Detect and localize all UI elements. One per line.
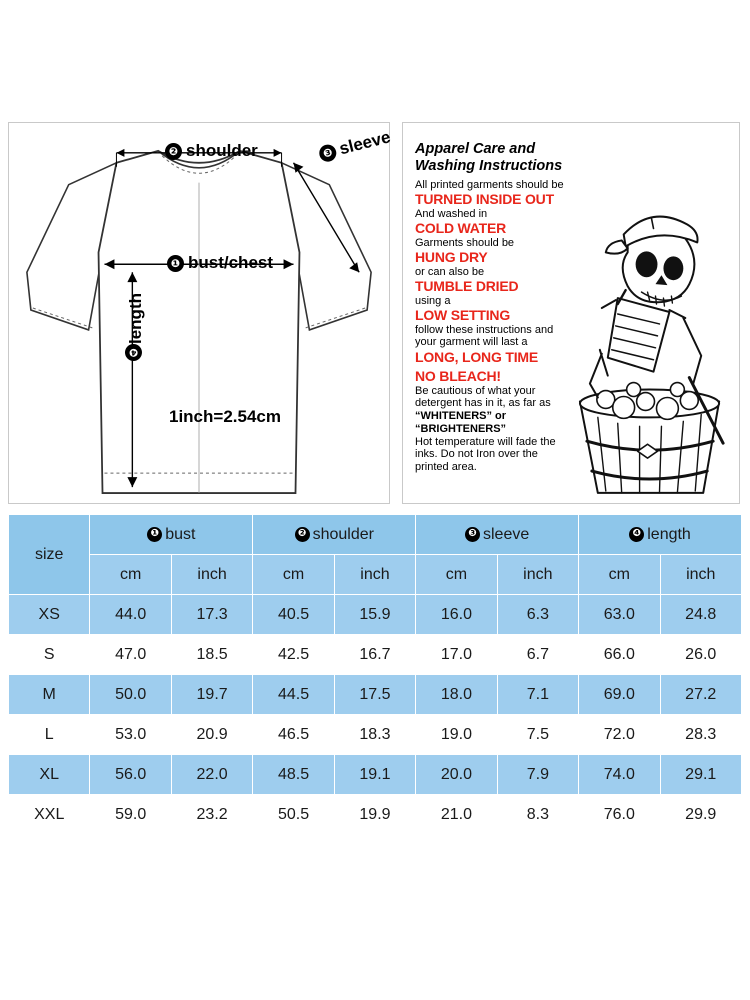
care-line: inks. Do not Iron over the [415,448,538,461]
table-body [9,595,742,835]
cell-value: 19.7 [171,675,252,715]
table-row [9,675,742,715]
cell-value: 6.7 [497,635,578,675]
table-row [9,595,742,635]
diagram-area [8,122,742,510]
cell-value: 28.3 [660,715,742,755]
cell-value: 18.0 [416,675,497,715]
cell-value: 26.0 [660,635,742,675]
unit-conversion-note: 1inch=2.54cm [169,407,281,426]
marker-one-icon: ❶ [167,255,184,272]
cell-value: 16.0 [416,595,497,635]
care-title-line2: Washing Instructions [415,157,563,174]
cell-value: 69.0 [579,675,660,715]
cell-size: XS [9,595,90,635]
cell-value: 19.0 [416,715,497,755]
marker-two-icon: ❷ [295,527,310,542]
cell-value: 21.0 [416,795,497,835]
care-line: All printed garments should be [415,178,564,191]
cell-value: 7.9 [497,755,578,795]
care-line: LONG, LONG TIME [415,349,538,366]
cell-value: 17.5 [334,675,415,715]
table-row [9,795,742,835]
cell-value: 22.0 [171,755,252,795]
label-shoulder [165,141,258,161]
marker-four-icon: ❹ [127,346,140,359]
header-unit: cm [90,555,171,595]
care-line: detergent has in it, as far as [415,397,551,410]
skeleton-washtub-icon [403,123,739,503]
cell-value: 27.2 [660,675,742,715]
cell-value: 48.5 [253,755,334,795]
cell-value: 19.1 [334,755,415,795]
header-shoulder-label: shoulder [312,525,374,543]
header-unit: inch [497,555,578,595]
header-unit: cm [416,555,497,595]
cell-value: 59.0 [90,795,171,835]
shirt-measurement-panel [8,122,393,504]
care-line: HUNG DRY [415,249,488,266]
header-unit: inch [171,555,252,595]
label-length [121,293,146,361]
cell-value: 76.0 [579,795,660,835]
cell-size: XXL [9,795,90,835]
care-line: “BRIGHTENERS” [415,422,507,435]
cell-value: 17.3 [171,595,252,635]
label-bust-chest-text: bust/chest [188,253,274,272]
label-length-text: length [125,293,145,344]
label-sleeve-text: sleeve [337,127,393,159]
cell-value: 74.0 [579,755,660,795]
cell-value: 50.0 [90,675,171,715]
header-bust-label: bust [165,525,196,543]
care-line: Garments should be [415,236,515,249]
header-sleeve [416,515,579,555]
cell-value: 17.0 [416,635,497,675]
marker-three-icon: ❸ [317,143,338,164]
header-unit: inch [334,555,415,595]
marker-three-icon: ❸ [465,527,480,542]
label-shoulder-text: shoulder [186,141,258,160]
header-sleeve-label: sleeve [483,525,530,543]
cell-value: 19.9 [334,795,415,835]
cell-value: 7.1 [497,675,578,715]
header-length-label: length [647,525,691,543]
care-line: LOW SETTING [415,307,511,324]
cell-value: 15.9 [334,595,415,635]
cell-value: 20.0 [416,755,497,795]
cell-size: M [9,675,90,715]
cell-value: 23.2 [171,795,252,835]
tshirt-diagram-icon [9,123,389,503]
care-line: “WHITENERS” or [415,410,507,423]
cell-value: 44.0 [90,595,171,635]
cell-value: 44.5 [253,675,334,715]
care-line: And washed in [415,207,488,220]
cell-value: 40.5 [253,595,334,635]
table-header [9,515,742,595]
care-line: TURNED INSIDE OUT [415,191,554,208]
care-instructions-panel [402,122,740,504]
cell-value: 7.5 [497,715,578,755]
cell-value: 24.8 [660,595,742,635]
table-header-row-measures [9,515,742,555]
header-unit: cm [579,555,660,595]
care-line: Be cautious of what your [415,384,536,397]
cell-value: 42.5 [253,635,334,675]
table-row [9,635,742,675]
cell-value: 50.5 [253,795,334,835]
care-line: COLD WATER [415,220,507,237]
cell-value: 63.0 [579,595,660,635]
cell-size: S [9,635,90,675]
marker-two-icon: ❷ [165,143,182,160]
cell-value: 47.0 [90,635,171,675]
cell-value: 18.5 [171,635,252,675]
cell-value: 6.3 [497,595,578,635]
table-header-row-units [9,555,742,595]
table-row [9,755,742,795]
care-title-line1: Apparel Care and [415,141,536,157]
cell-value: 53.0 [90,715,171,755]
cell-size: XL [9,755,90,795]
care-line: printed area. [415,461,477,474]
marker-four-icon: ❹ [629,527,644,542]
header-bust [90,515,253,555]
label-bust-chest [167,253,273,273]
table-row [9,715,742,755]
care-line: NO BLEACH! [415,368,501,385]
care-line: your garment will last a [415,336,528,349]
cell-value: 29.1 [660,755,742,795]
header-size: size [9,515,90,595]
cell-size: L [9,715,90,755]
cell-value: 8.3 [497,795,578,835]
header-unit: inch [660,555,742,595]
care-line: follow these instructions and [415,323,554,336]
care-line: using a [415,294,451,307]
care-line: or can also be [415,265,485,278]
cell-value: 16.7 [334,635,415,675]
cell-value: 56.0 [90,755,171,795]
care-line: TUMBLE DRIED [415,278,519,295]
header-shoulder [253,515,416,555]
header-length [579,515,742,555]
cell-value: 72.0 [579,715,660,755]
size-table [8,514,742,835]
header-unit: cm [253,555,334,595]
cell-value: 46.5 [253,715,334,755]
cell-value: 20.9 [171,715,252,755]
cell-value: 18.3 [334,715,415,755]
marker-one-icon: ❶ [147,527,162,542]
cell-value: 66.0 [579,635,660,675]
care-line: Hot temperature will fade the [415,435,556,448]
cell-value: 29.9 [660,795,742,835]
